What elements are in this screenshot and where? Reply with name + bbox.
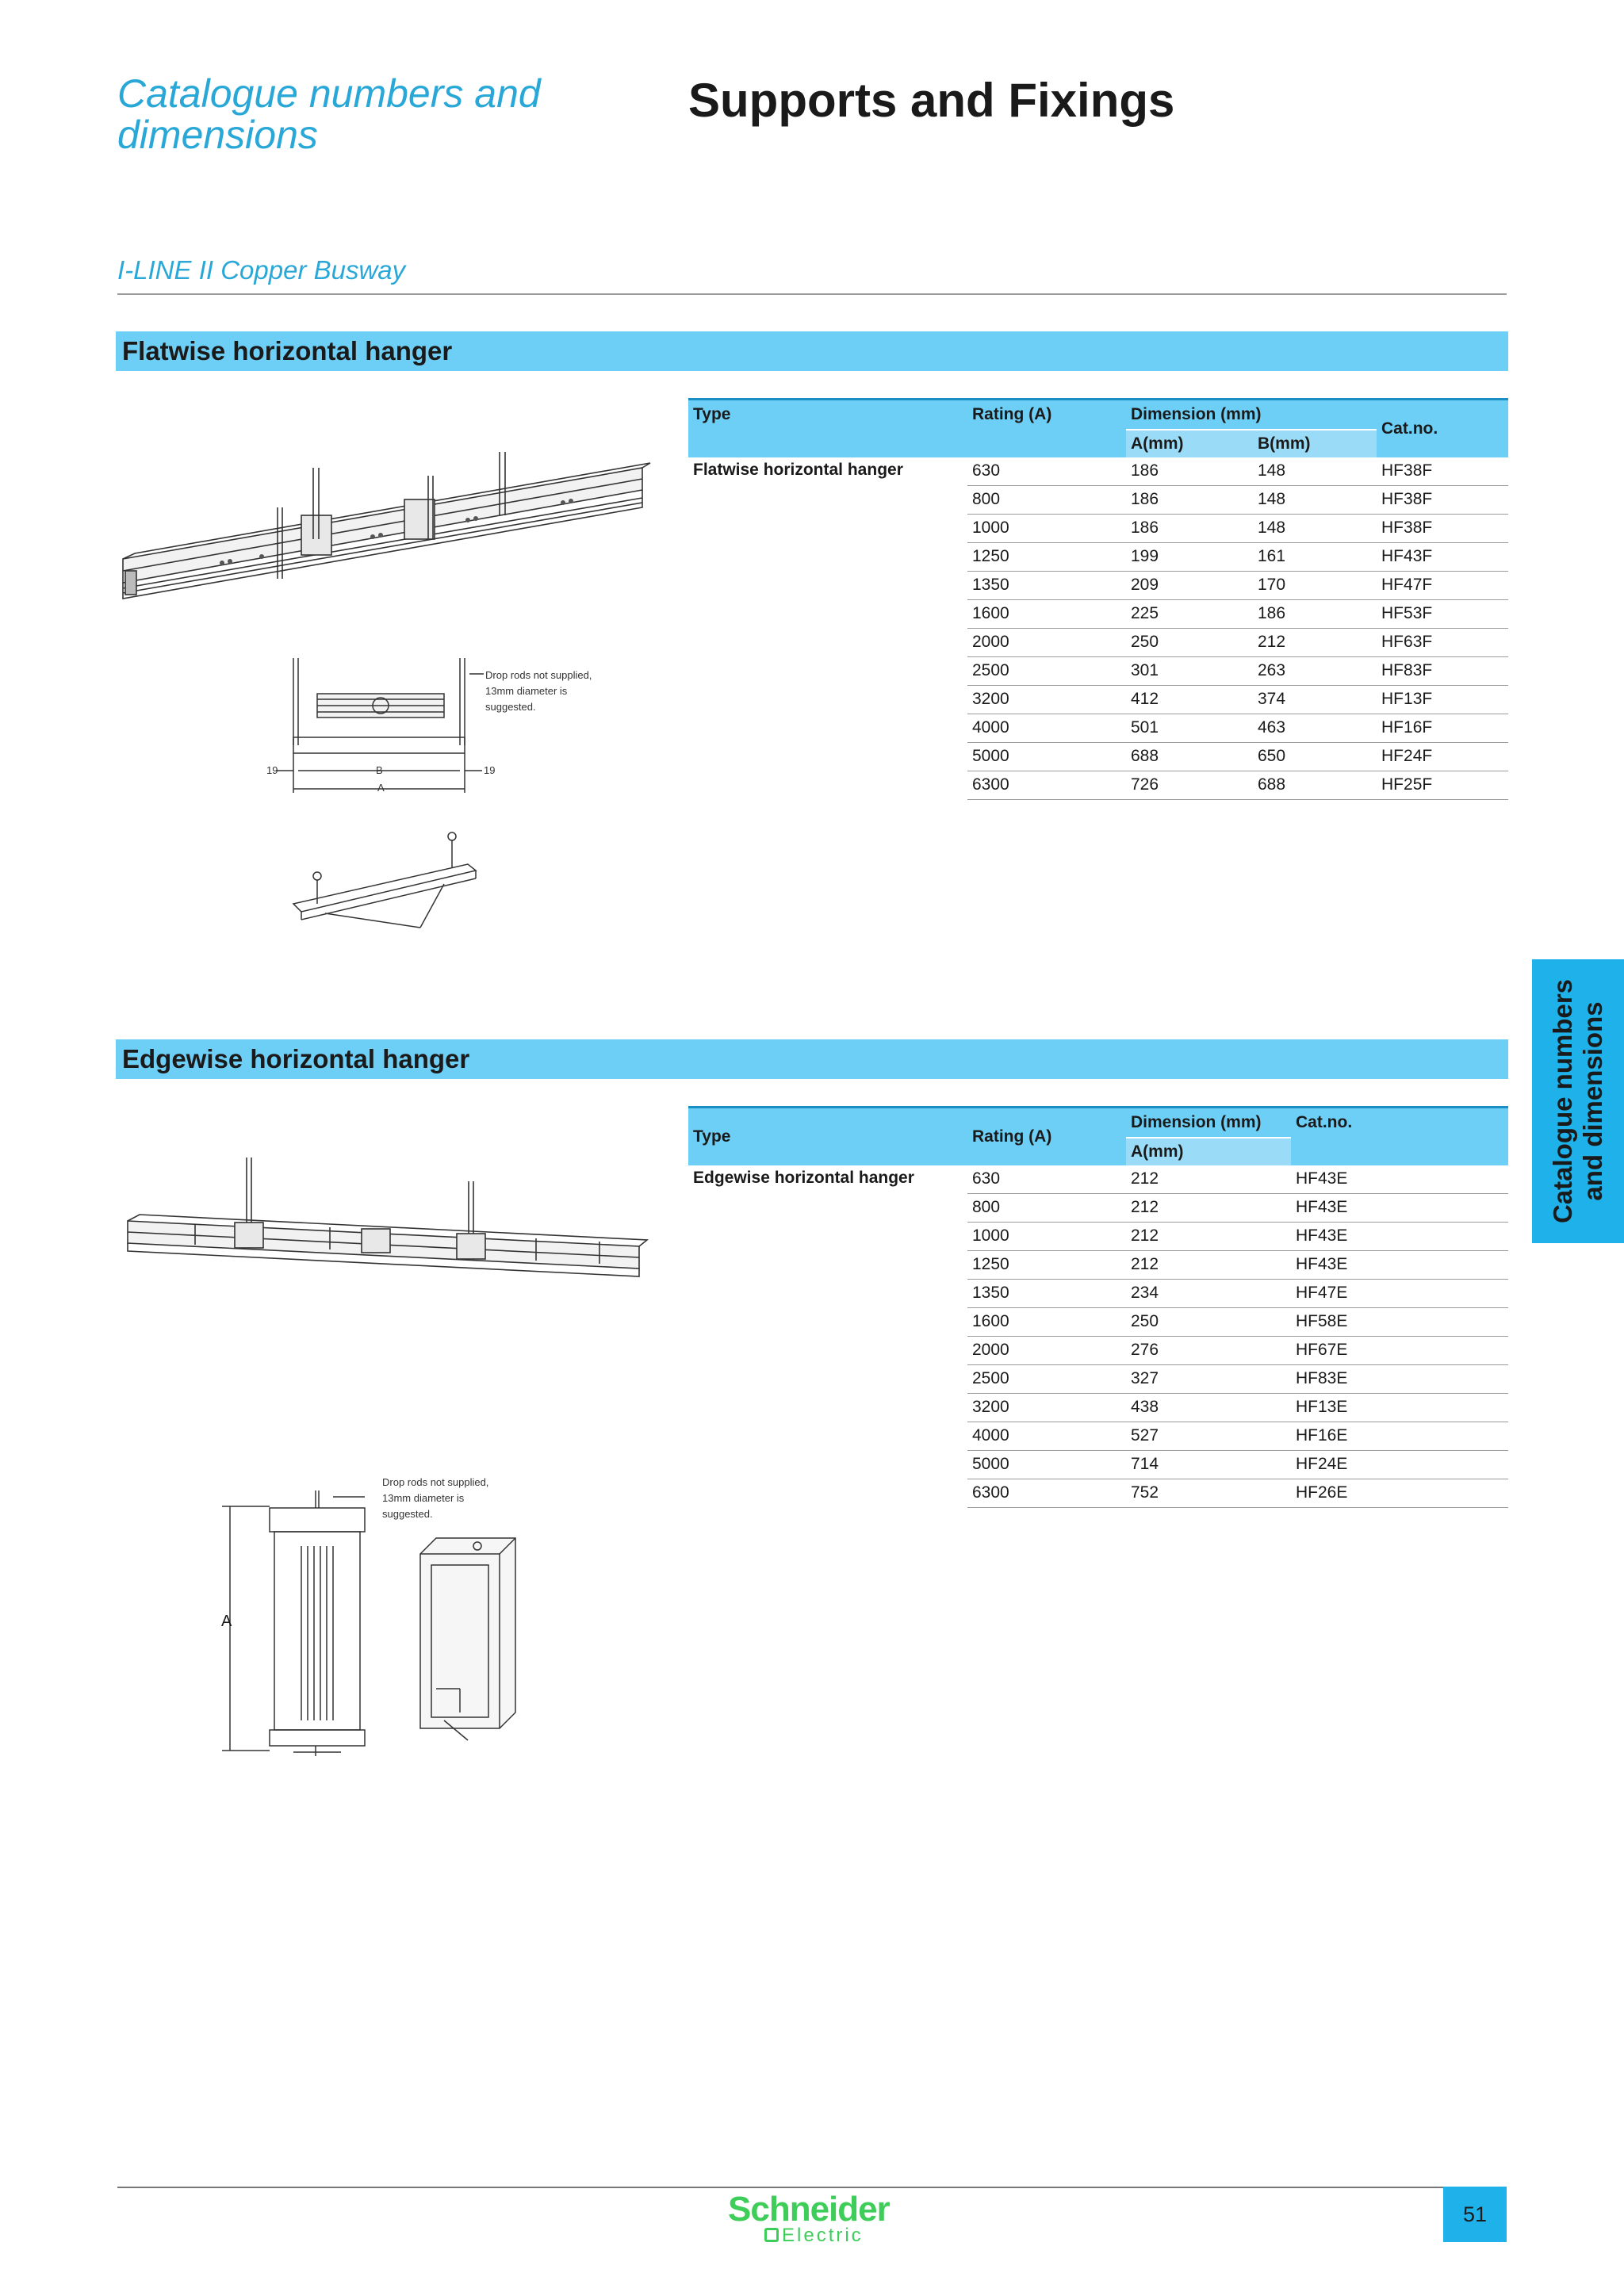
a-cell: 199 [1126,542,1253,571]
col-header-type: Type [688,1108,967,1165]
side-section-tab [1532,959,1624,1243]
a-cell: 212 [1126,1250,1291,1279]
cat-cell: HF43E [1291,1250,1508,1279]
flatwise-hanger-bracket-illustration [285,825,492,936]
flatwise-drop-rod-note: Drop rods not supplied, 13mm diameter is suggested. [485,669,592,713]
col-header-dimension: Dimension (mm) [1126,1108,1291,1138]
logo-brand-sub: Electric [782,2225,864,2246]
a-cell: 212 [1126,1222,1291,1250]
cat-cell: HF83E [1291,1364,1508,1393]
table-row [688,1165,1508,1194]
col-header-b: B(mm) [1253,430,1377,457]
rating-cell: 1250 [967,1250,1126,1279]
col-header-dimension: Dimension (mm) [1126,400,1377,430]
cat-cell: HF58E [1291,1307,1508,1336]
b-cell: 161 [1253,542,1377,571]
rating-cell: 1000 [967,1222,1126,1250]
cat-cell: HF13F [1377,685,1508,714]
rating-cell: 800 [967,485,1126,514]
b-cell: 186 [1253,599,1377,628]
logo-brand-name: Schneider [728,2190,890,2229]
page-number: 51 [1443,2187,1507,2242]
col-header-a: A(mm) [1126,430,1253,457]
cat-cell: HF67E [1291,1336,1508,1364]
flatwise-busway-illustration [119,452,658,618]
a-cell: 412 [1126,685,1253,714]
a-cell: 301 [1126,656,1253,685]
a-cell: 186 [1126,514,1253,542]
rating-cell: 630 [967,1165,1126,1194]
col-header-a: A(mm) [1126,1138,1291,1165]
category-title-line1: Catalogue numbers and [117,71,541,116]
a-cell: 186 [1126,485,1253,514]
rating-cell: 3200 [967,685,1126,714]
col-header-catno-spacer [1291,1138,1508,1165]
header-divider [117,293,1507,295]
b-cell: 650 [1253,742,1377,771]
rating-cell: 5000 [967,1450,1126,1479]
b-cell: 688 [1253,771,1377,799]
cat-cell: HF38F [1377,485,1508,514]
col-header-type: Type [688,400,967,457]
b-cell: 148 [1253,457,1377,486]
a-cell: 726 [1126,771,1253,799]
cat-cell: HF16E [1291,1422,1508,1450]
type-cell: Edgewise horizontal hanger [693,1168,914,1187]
b-cell: 170 [1253,571,1377,599]
rating-cell: 6300 [967,1479,1126,1507]
edgewise-hanger-illustration [412,1530,531,1744]
col-header-rating: Rating (A) [967,400,1126,457]
b-cell: 263 [1253,656,1377,685]
cat-cell: HF47E [1291,1279,1508,1307]
cat-cell: HF47F [1377,571,1508,599]
rating-cell: 630 [967,457,1126,486]
a-cell: 212 [1126,1165,1291,1194]
a-cell: 501 [1126,714,1253,742]
a-cell: 276 [1126,1336,1291,1364]
rating-cell: 2000 [967,628,1126,656]
b-cell: 148 [1253,514,1377,542]
category-title-line2: dimensions [117,113,318,157]
side-tab-label: Catalogue numbers and dimensions [1548,978,1607,1224]
b-cell: 374 [1253,685,1377,714]
col-header-rating: Rating (A) [967,1108,1126,1165]
edgewise-cross-section-drawing [214,1490,373,1760]
logo-mark-icon [764,2228,779,2242]
rating-cell: 800 [967,1193,1126,1222]
a-cell: 225 [1126,599,1253,628]
a-cell: 250 [1126,1307,1291,1336]
flatwise-spec-table [688,398,1508,800]
cat-cell: HF43E [1291,1165,1508,1194]
cat-cell: HF43F [1377,542,1508,571]
a-cell: 438 [1126,1393,1291,1422]
a-cell: 752 [1126,1479,1291,1507]
col-header-catno: Cat.no. [1377,400,1508,457]
rating-cell: 1350 [967,1279,1126,1307]
rating-cell: 5000 [967,742,1126,771]
cat-cell: HF38F [1377,457,1508,486]
cat-cell: HF16F [1377,714,1508,742]
a-cell: 250 [1126,628,1253,656]
b-cell: 148 [1253,485,1377,514]
b-cell: 463 [1253,714,1377,742]
cat-cell: HF43E [1291,1222,1508,1250]
a-cell: 327 [1126,1364,1291,1393]
rating-cell: 1350 [967,571,1126,599]
edgewise-drop-rod-note: Drop rods not supplied, 13mm diameter is suggested. [382,1476,489,1520]
cat-cell: HF25F [1377,771,1508,799]
flatwise-dim-b: B [376,764,383,776]
edgewise-busway-illustration [124,1158,650,1300]
rating-cell: 1600 [967,599,1126,628]
category-title [117,73,609,155]
rating-cell: 1250 [967,542,1126,571]
a-cell: 186 [1126,457,1253,486]
rating-cell: 1000 [967,514,1126,542]
a-cell: 234 [1126,1279,1291,1307]
schneider-electric-logo [728,2190,902,2245]
a-cell: 688 [1126,742,1253,771]
type-cell: Flatwise horizontal hanger [693,460,903,479]
cat-cell: HF63F [1377,628,1508,656]
a-cell: 212 [1126,1193,1291,1222]
section-heading-flatwise: Flatwise horizontal hanger [116,331,1508,371]
rating-cell: 2000 [967,1336,1126,1364]
cat-cell: HF43E [1291,1193,1508,1222]
flatwise-dim-a: A [377,782,385,794]
flatwise-dim-19-right: 19 [484,764,496,776]
col-header-catno: Cat.no. [1291,1108,1508,1138]
rating-cell: 6300 [967,771,1126,799]
table-row [688,457,1508,486]
flatwise-dim-19-left: 19 [266,764,278,776]
a-cell: 209 [1126,571,1253,599]
rating-cell: 4000 [967,714,1126,742]
rating-cell: 4000 [967,1422,1126,1450]
cat-cell: HF24F [1377,742,1508,771]
rating-cell: 2500 [967,1364,1126,1393]
cat-cell: HF83F [1377,656,1508,685]
rating-cell: 2500 [967,656,1126,685]
cat-cell: HF38F [1377,514,1508,542]
page-subtitle: I-LINE II Copper Busway [117,255,406,285]
cat-cell: HF53F [1377,599,1508,628]
cat-cell: HF13E [1291,1393,1508,1422]
edgewise-spec-table [688,1106,1508,1508]
b-cell: 212 [1253,628,1377,656]
footer-divider [117,2187,1443,2188]
cat-cell: HF26E [1291,1479,1508,1507]
edgewise-dim-a: A [221,1613,232,1630]
rating-cell: 1600 [967,1307,1126,1336]
cat-cell: HF24E [1291,1450,1508,1479]
a-cell: 714 [1126,1450,1291,1479]
a-cell: 527 [1126,1422,1291,1450]
page-title: Supports and Fixings [688,74,1175,127]
section-heading-edgewise: Edgewise horizontal hanger [116,1039,1508,1079]
rating-cell: 3200 [967,1393,1126,1422]
